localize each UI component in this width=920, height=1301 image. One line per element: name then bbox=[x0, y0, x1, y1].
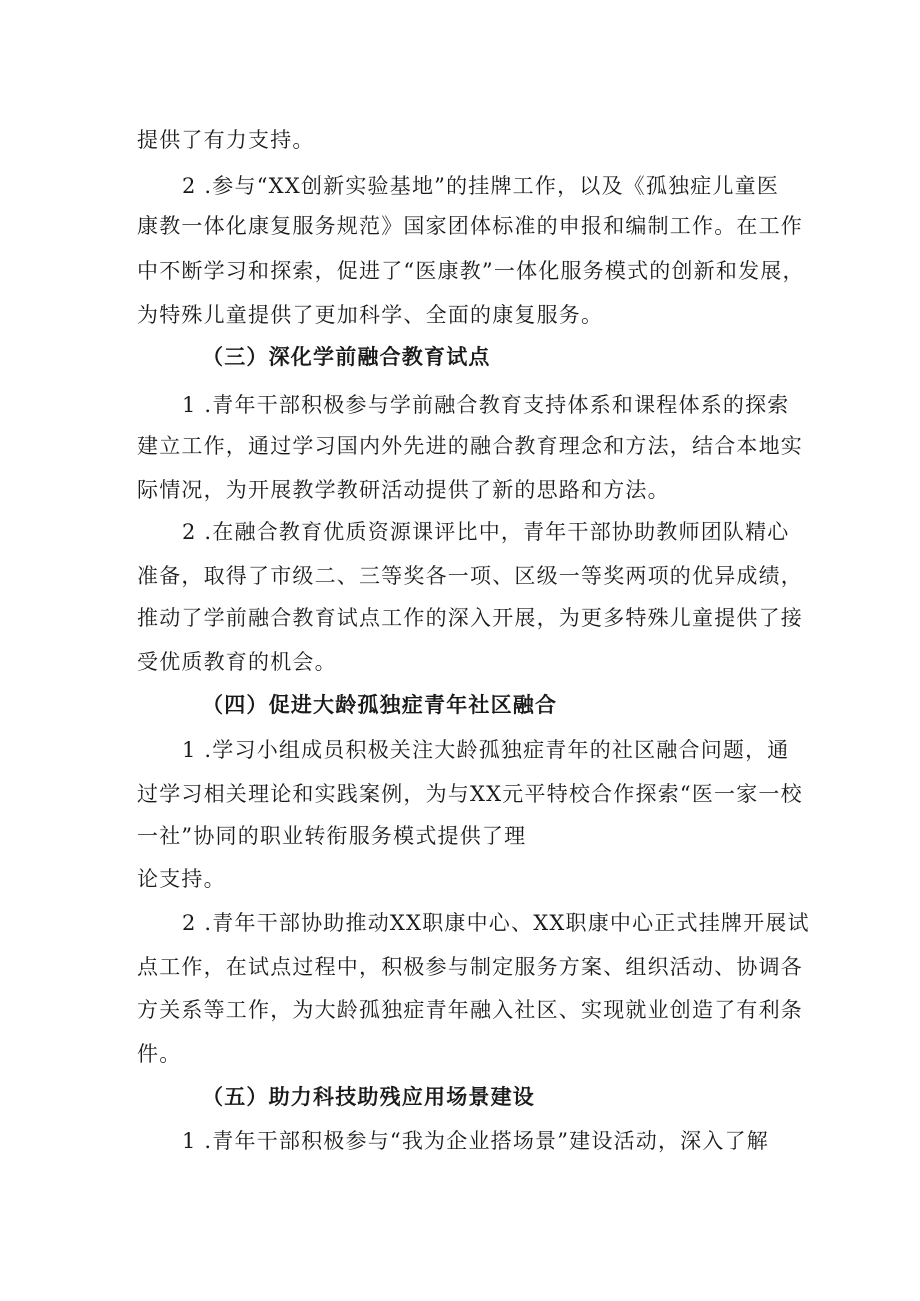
paragraph-line: 为特殊儿童提供了更加科学、全面的康复服务。 bbox=[137, 303, 604, 327]
paragraph-line: 1 .青年干部积极参与“我为企业搭场景”建设活动，深入了解 bbox=[182, 1129, 769, 1153]
paragraph-line: 1 .学习小组成员积极关注大龄孤独症青年的社区融合问题，通 bbox=[182, 738, 790, 762]
paragraph-line: 过学习相关理论和实践案例，为与XX元平特校合作探索“医一家一校 bbox=[137, 782, 803, 806]
section-heading: （三）深化学前融合教育试点 bbox=[202, 344, 491, 369]
paragraph-line: 中不断学习和探索，促进了“医康教”一体化服务模式的创新和发展， bbox=[137, 259, 805, 283]
paragraph-line: 点工作，在试点过程中，积极参与制定服务方案、组织活动、协调各 bbox=[137, 955, 803, 979]
section-heading: （四）促进大龄孤独症青年社区融合 bbox=[202, 692, 558, 717]
paragraph-line: 件。 bbox=[137, 1042, 182, 1066]
paragraph-line: 受优质教育的机会。 bbox=[137, 650, 337, 674]
paragraph-line: 1 .青年干部积极参与学前融合教育支持体系和课程体系的探索 bbox=[182, 393, 790, 417]
paragraph-line: 际情况，为开展教学教研活动提供了新的思路和方法。 bbox=[137, 478, 670, 502]
paragraph-line: 推动了学前融合教育试点工作的深入开展，为更多特殊儿童提供了接 bbox=[137, 606, 803, 630]
paragraph-line: 2 .青年干部协助推动XX职康中心、XX职康中心正式挂牌开展试 bbox=[182, 911, 810, 935]
paragraph-line: 提供了有力支持。 bbox=[137, 128, 315, 152]
paragraph-line: 一社”协同的职业转衔服务模式提供了理 bbox=[137, 824, 527, 848]
paragraph-line: 2 .在融合教育优质资源课评比中，青年干部协助教师团队精心 bbox=[182, 520, 790, 544]
paragraph-line: 建立工作，通过学习国内外先进的融合教育理念和方法，结合本地实 bbox=[137, 434, 803, 458]
paragraph-line: 方关系等工作，为大龄孤独症青年融入社区、实现就业创造了有利条 bbox=[137, 998, 803, 1022]
paragraph-line: 2 .参与“XX创新实验基地”的挂牌工作，以及《孤独症儿童医 bbox=[182, 174, 780, 198]
section-heading: （五）助力科技助残应用场景建设 bbox=[202, 1084, 535, 1109]
paragraph-line: 准备，取得了市级二、三等奖各一项、区级一等奖两项的优异成绩， bbox=[137, 564, 803, 588]
paragraph-line: 康教一体化康复服务规范》国家团体标准的申报和编制工作。在工作 bbox=[137, 214, 803, 238]
paragraph-line: 论支持。 bbox=[137, 867, 226, 891]
